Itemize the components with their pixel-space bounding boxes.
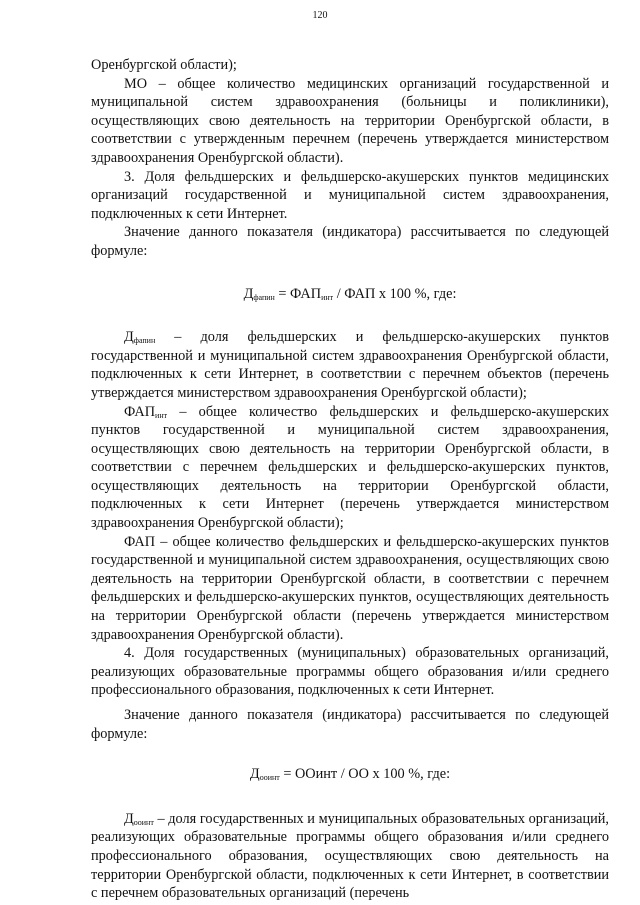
paragraph: 3. Доля фельдшерских и фельдшерско-акушерских пунктов медицинских организаций государственной и муниципальной систем здравоохранения, подключенных к сети Интернет.	[91, 168, 609, 222]
definition-subscript: фапин	[133, 336, 156, 346]
definition-term: Д	[124, 329, 134, 346]
formula-part: = ООинт / ОО х 100 %, где:	[279, 766, 451, 783]
definition-paragraph	[91, 403, 609, 533]
definition-term: Д	[124, 810, 134, 827]
definition-subscript: инт	[155, 410, 168, 420]
formula-lhs: Д	[249, 766, 260, 783]
formula-oo	[91, 765, 609, 784]
definition-text: – доля государственных и муниципальных образовательных организаций, реализующих образовательные программы общего образования и/или среднего профессионального образования, осуществляющих свою деятельность на территории Оренбургской области, подключенных к сети Интернет, в соответствии с перечнем образовательных организаций (перечень	[91, 810, 609, 902]
definition-term: ФАП	[124, 533, 156, 550]
document-body	[91, 56, 609, 903]
definition-term: ФАП	[124, 403, 156, 420]
definition-paragraph	[91, 328, 609, 402]
paragraph: Значение данного показателя (индикатора) рассчитывается по следующей формуле:	[91, 707, 609, 742]
formula-fap	[91, 285, 609, 304]
definition-paragraph	[91, 810, 609, 903]
paragraph: Оренбургской области);	[91, 57, 237, 73]
definition-paragraph	[91, 533, 609, 645]
definition-subscript: ооинт	[133, 817, 154, 827]
formula-part: = ФАП	[274, 285, 322, 302]
page-number: 120	[312, 10, 328, 21]
paragraph: 4. Доля государственных (муниципальных) образовательных организаций, реализующих образовательные программы общего образования и/или среднего профессионального образования, подключенных к сети Интернет.	[91, 645, 609, 699]
definition-text: – доля фельдшерских и фельдшерско-акушерских пунктов государственной и муниципальной систем здравоохранения Оренбургской области, подключенных к сети Интернет, в соответствии с перечнем объектов (перечень утверждается министерством здравоохранения Оренбургской области);	[91, 329, 609, 401]
definition-text: – общее количество фельдшерских и фельдшерско-акушерских пунктов государственной и муниципальной систем здравоохранения, осуществляющих свою деятельность на территории Оренбургской области, в соответствии с перечнем фельдшерских и фельдшерско-акушерских пунктов, осуществляющих деятельность на территории Оренбургской области, подключенных к сети Интернет (перечень утверждается министерством здравоохранения Оренбургской области);	[91, 403, 609, 532]
formula-lhs-subscript: фапин	[253, 292, 275, 302]
formula-subscript: инт	[321, 292, 334, 302]
paragraph: МО – общее количество медицинских организаций государственной и муниципальной систем здравоохранения (больницы и поликлиники), осуществляющих свою деятельность на территории Оренбургской области, в соответствии с утвержденным перечнем (перечень утверждается министерством здравоохранения Оренбургской области).	[91, 75, 609, 166]
formula-lhs-subscript: ооинт	[259, 773, 280, 783]
formula-lhs: Д	[243, 285, 254, 302]
paragraph: Значение данного показателя (индикатора) рассчитывается по следующей формуле:	[91, 224, 609, 259]
formula-part: / ФАП х 100 %, где:	[333, 285, 457, 302]
definition-text: – общее количество фельдшерских и фельдшерско-акушерских пунктов государственной и муниципальной систем здравоохранения, осуществляющих свою деятельность на территории Оренбургской области, в соответствии с перечнем фельдшерских и фельдшерско-акушерских пунктов, осуществляющих деятельность на территории Оренбургской области (перечень утверждается министерством здравоохранения Оренбургской области).	[91, 533, 609, 643]
